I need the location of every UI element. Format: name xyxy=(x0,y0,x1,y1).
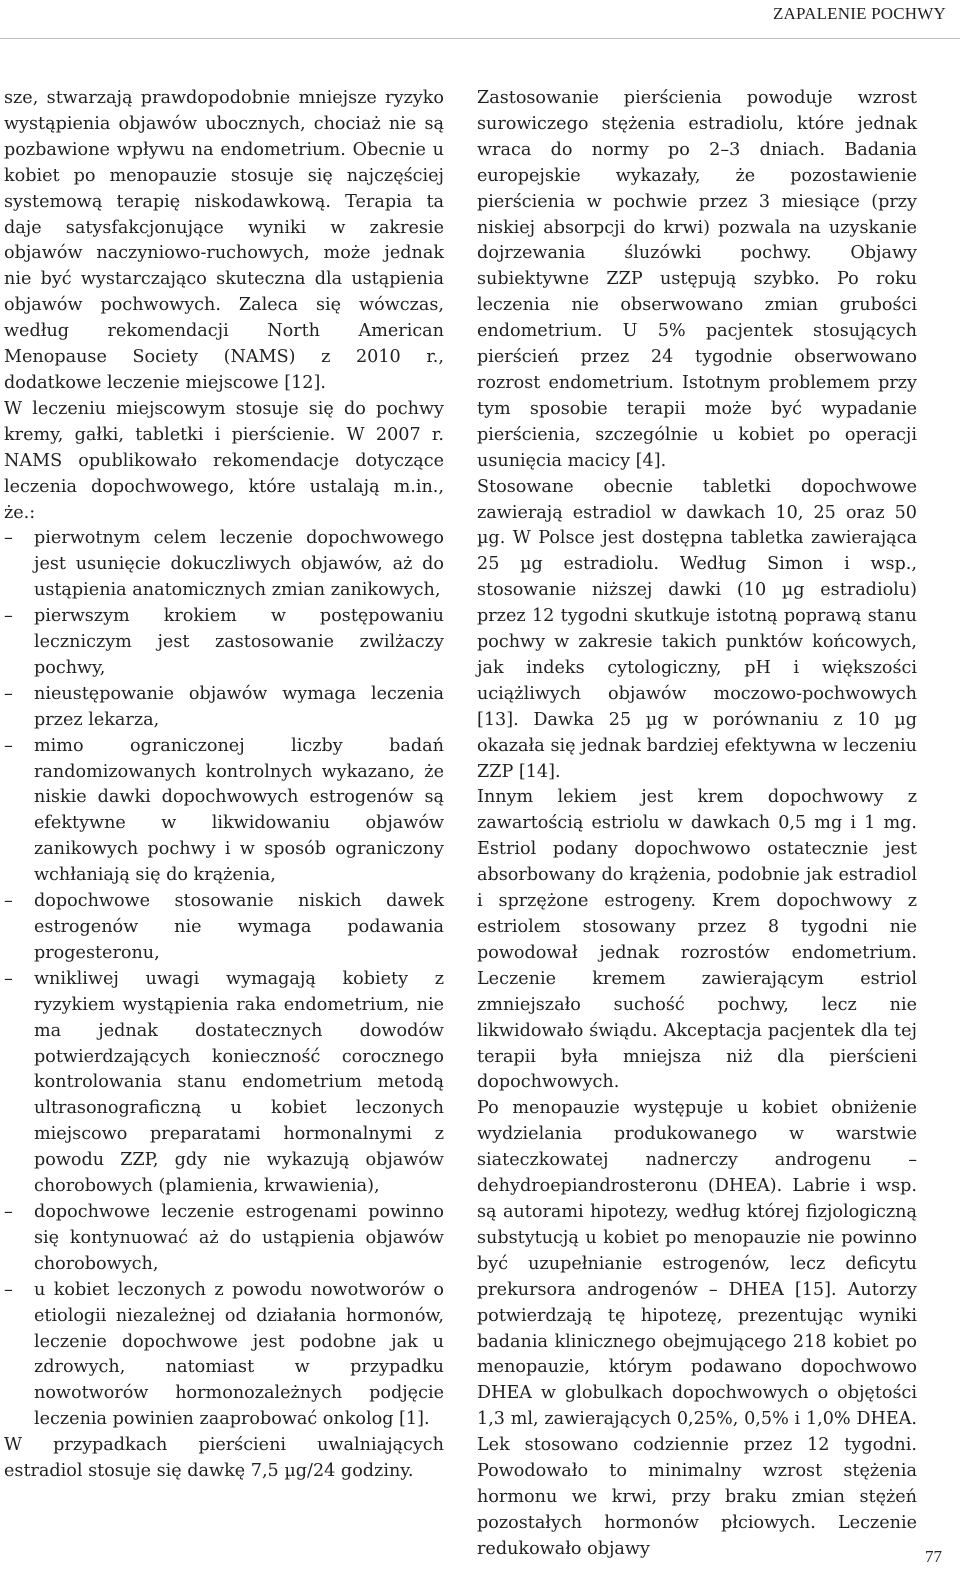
list-item-text: mimo ograniczonej liczby badań randomizowanych kontrolnych wykazano, że niskie dawki dopochwowych estrogenów są efektywne w likwidowaniu objawów zanikowych pochwy i w sposób ograniczony wchłaniają się do krążenia, xyxy=(34,735,444,886)
dash-bullet: – xyxy=(4,528,13,549)
running-title: ZAPALENIE POCHWY xyxy=(772,4,946,23)
list-item xyxy=(4,682,444,734)
list-item-text: u kobiet leczonych z powodu nowotworów o etiologii niezależnej od działania hormonów, leczenie dopochwowe jest podobne jak u zdrowych, natomiast w przypadku nowotworów hormonozależnych podjęcie leczenia powinien zaaprobować onkolog [1]. xyxy=(34,1279,444,1430)
dash-bullet: – xyxy=(4,735,13,756)
left-column xyxy=(4,86,444,1485)
list-item xyxy=(4,1278,444,1433)
dash-bullet: – xyxy=(4,968,13,989)
list-item xyxy=(4,1200,444,1278)
list-item-text: pierwszym krokiem w postępowaniu leczniczym jest zastosowanie zwilżaczy pochwy, xyxy=(34,606,444,678)
running-header xyxy=(0,0,960,39)
dash-bullet: – xyxy=(4,891,13,912)
dash-bullet: – xyxy=(4,1279,13,1300)
paragraph: W przypadkach pierścieni uwalniających estradiol stosuje się dawkę 7,5 µg/24 godziny. xyxy=(4,1435,444,1482)
paragraph: Innym lekiem jest krem dopochwowy z zawartością estriolu w dawkach 0,5 mg i 1 mg. Estriol podany dopochwowo ostatecznie jest absorbowany do krążenia, podobnie jak estradiol i sprzężone estrogeny. Krem dopochwowy z estriolem stosowany przez 8 tygodni nie powodował jednak rozrostów endometrium. Leczenie kremem zawierającym estriol zmniejszało suchość pochwy, lecz nie likwidowało świądu. Akceptacja pacjentek dla tej terapii była mniejsza niż dla pierścieni dopochwowych. xyxy=(477,787,917,1093)
dash-bullet: – xyxy=(4,683,13,704)
paragraph: Po menopauzie występuje u kobiet obniżenie wydzielania produkowanego w warstwie siateczkowatej nadnerczy androgenu – dehydroepiandrosteronu (DHEA). Labrie i wsp. są autorami hipotezy, według której fizjologiczną substytucją u kobiet po menopauzie nie powinno być uzupełnianie estrogenów, lecz deficytu prekursora androgenów – DHEA [15]. Autorzy potwierdzają tę hipotezę, prezentując wyniki badania klinicznego obejmującego 218 kobiet po menopauzie, którym podawano dopochwowo DHEA w globulkach dopochwowych o objętości 1,3 ml, zawierających 0,25%, 0,5% i 1,0% DHEA. Lek stosowano codziennie przez 12 tygodni. Powodowało to minimalny wzrost stężenia hormonu we krwi, przy braku zmian stężeń pozostałych hormonów płciowych. Leczenie redukowało objawy xyxy=(477,1098,917,1559)
list-item-text: pierwotnym celem leczenie dopochwowego jest usunięcie dokuczliwych objawów, aż do ustąpienia anatomicznych zmian zanikowych, xyxy=(34,528,444,601)
list-item-text: wnikliwej uwagi wymagają kobiety z ryzykiem wystąpienia raka endometrium, nie ma jednak dostatecznych dowodów potwierdzających konieczność corocznego kontrolowania stanu endometrium metodą ultrasonograficzną u kobiet leczonych miejscowo preparatami hormonalnymi z powodu ZZP, gdy nie wykazują objawów chorobowych (plamienia, krwawienia), xyxy=(34,968,444,1197)
recommendations-list xyxy=(4,526,444,1433)
paragraph: W leczeniu miejscowym stosuje się do pochwy kremy, gałki, tabletki i pierścienie. W 2007 r. NAMS opublikowało rekomendacje dotyczące leczenia dopochwowego, które ustalają m.in., że.: xyxy=(4,398,444,523)
dash-bullet: – xyxy=(4,606,13,627)
list-item xyxy=(4,889,444,967)
list-item xyxy=(4,604,444,682)
paragraph: Stosowane obecnie tabletki dopochwowe zawierają estradiol w dawkach 10, 25 oraz 50 µg. W Polsce jest dostępna tabletka zawierająca 25 µg estradiolu. Według Simon i wsp., stosowanie niższej dawki (10 µg estradiolu) przez 12 tygodni skutkuje istotną poprawą stanu pochwy w zakresie takich punktów końcowych, jak indeks cytologiczny, pH i większości uciążliwych objawów moczowo-pochwowych [13]. Dawka 25 µg w porównaniu z 10 µg okazała się jednak bardziej efektywna w leczeniu ZZP [14]. xyxy=(477,476,917,782)
right-column xyxy=(477,86,917,1563)
list-item xyxy=(4,526,444,604)
list-item xyxy=(4,734,444,889)
list-item-text: dopochwowe stosowanie niskich dawek estrogenów nie wymaga podawania progesteronu, xyxy=(34,891,444,963)
list-item-text: dopochwowe leczenie estrogenami powinno się kontynuować aż do ustąpienia objawów chorobowych, xyxy=(34,1201,444,1274)
paragraph: sze, stwarzają prawdopodobnie mniejsze ryzyko wystąpienia objawów ubocznych, chociaż nie są pozbawione wpływu na endometrium. Obecnie u kobiet po menopauzie stosuje się najczęściej systemową terapię niskodawkową. Terapia ta daje satysfakcjonujące wyniki w zakresie objawów naczyniowo-ruchowych, może jednak nie być wystarczająco skuteczna dla ustąpienia objawów pochwowych. Zaleca się wówczas, według rekomendacji North American Menopause Society (NAMS) z 2010 r., dodatkowe leczenie miejscowe [12]. xyxy=(4,88,444,393)
dash-bullet: – xyxy=(4,1201,13,1222)
list-item xyxy=(4,967,444,1200)
paragraph: Zastosowanie pierścienia powoduje wzrost surowiczego stężenia estradiolu, które jednak wraca do normy po 2–3 dniach. Badania europejskie wykazały, że pozostawienie pierścienia w pochwie przez 3 miesiące (przy niskiej absorpcji do krwi) pozwala na uzyskanie dojrzewania śluzówki pochwy. Objawy subiektywne ZZP ustępują szybko. Po roku leczenia nie obserwowano zmian grubości endometrium. U 5% pacjentek stosujących pierścień przez 24 tygodnie obserwowano rozrost endometrium. Istotnym problemem przy tym sposobie terapii może być wypadanie pierścienia, szczególnie u kobiet po operacji usunięcia macicy [4]. xyxy=(477,88,917,471)
list-item-text: nieustępowanie objawów wymaga leczenia przez lekarza, xyxy=(34,683,444,730)
page-number: 77 xyxy=(925,1547,942,1566)
